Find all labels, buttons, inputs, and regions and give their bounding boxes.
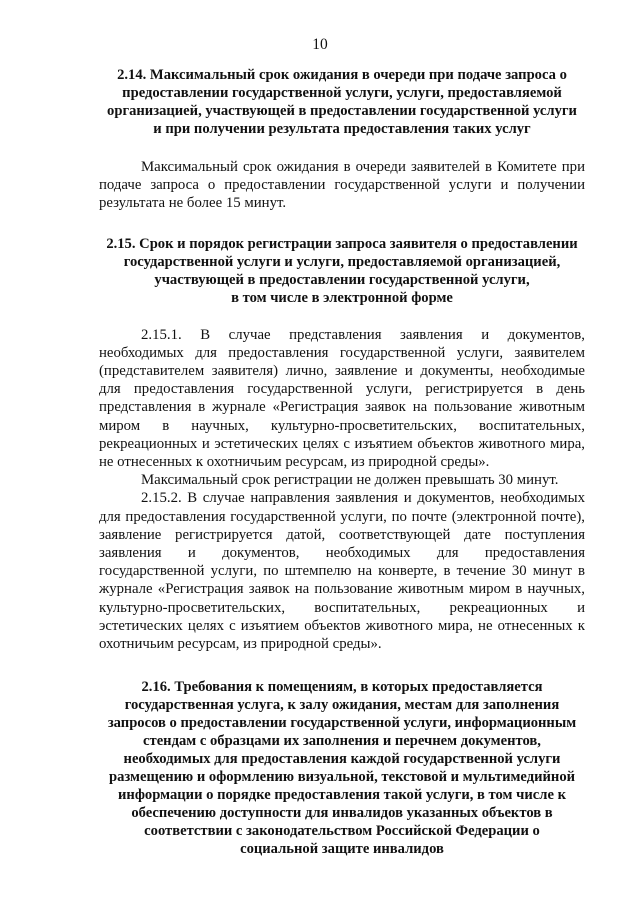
text-line: эстетических целях с изъятием объектов животного мира, не отнесенных к [99,617,585,634]
section-2-15-heading [99,235,585,307]
heading-line: размещению и оформлению визуальной, текстовой и мультимедийной [108,769,576,786]
text-line: результата не более 15 минут. [99,195,287,212]
page-content [99,66,585,858]
text-line: 2.15.1. В случае представления заявления и документов, [141,326,585,343]
section-2-15-2-paragraph [99,489,585,653]
heading-line: необходимых для предоставления каждой государственной услуги [123,751,561,768]
heading-line: 2.15. Срок и порядок регистрации запроса заявителя о предоставлении [106,235,578,252]
text-line: охотничьим ресурсам, из природной среды». [99,636,382,653]
text-line: подаче запроса о предоставлении государственной услуги и получении [99,177,585,194]
heading-line: обеспечению доступности для инвалидов указанных объектов в [131,805,553,822]
heading-line: информации о порядке предоставления такой услуги, в том числе к [118,787,566,804]
section-2-16-heading [99,678,585,858]
heading-line: 2.16. Требования к помещениям, в которых предоставляется [141,679,543,696]
text-line: не отнесенных к охотничьим ресурсам, из природной среды». [99,454,490,471]
text-line: Максимальный срок ожидания в очереди заявителей в Комитете при [141,159,585,175]
heading-line: в том числе в электронной форме [231,289,453,306]
heading-line: участвующей в предоставлении государственной услуги, [154,271,530,288]
text-line: рекреационных и эстетических целях с изъятием объектов животного мира, [99,435,585,452]
text-line: миром в научных, культурно-просветительских, воспитательных, [99,417,585,434]
heading-line: организацией, участвующей в предоставлении государственной услуги [107,103,577,119]
text-line: государственной услуги, по штемпелю на конверте, в течение 30 минут в [99,563,585,580]
text-line: для предоставления государственной услуги, регистрируется в день [99,381,585,398]
heading-line: и при получении результата предоставления таких услуг [153,121,531,137]
section-2-14-heading [99,66,585,138]
text-line: культурно-просветительских, воспитательных, рекреационных и [99,599,585,616]
page-number: 10 [312,36,328,53]
text-line: заявление регистрируется датой, соответствующей дате поступления [99,526,585,543]
text-line: 2.15.2. В случае направления заявления и документов, необходимых [141,490,585,507]
max-registration-time-paragraph [99,471,585,489]
heading-line: социальной защите инвалидов [240,841,444,858]
text-line: необходимых для предоставления государственной услуги, заявителем [99,344,585,361]
text-line: журнале «Регистрация заявок на пользование животным миром в научных, [99,581,585,598]
text-line: (представителем заявителя) лично, заявление и документы, необходимые [99,363,585,380]
text-line: заявления и документов, необходимых для предоставления [99,545,585,562]
text-line: представления в журнале «Регистрация заявок на пользование животным [99,399,585,416]
heading-line: предоставлении государственной услуги, услуги, предоставляемой [122,85,562,101]
heading-line: стендам с образцами их заполнения и перечнем документов, [143,733,541,750]
heading-line: государственная услуга, к залу ожидания, местам для заполнения [124,697,560,714]
heading-line: государственной услуги и услуги, предоставляемой организацией, [123,253,561,270]
section-2-14-body [99,158,585,213]
text-line: Максимальный срок регистрации не должен превышать 30 минут. [141,472,559,489]
heading-line: запросов о предоставлении государственной услуги, информационным [107,715,577,732]
heading-line: соответствии с законодательством Российской Федерации о [144,823,540,840]
heading-line: 2.14. Максимальный срок ожидания в очереди при подаче запроса о [117,67,567,83]
text-line: для предоставления государственной услуги, по почте (электронной почте), [99,508,585,525]
section-2-15-1-paragraph [99,326,585,472]
